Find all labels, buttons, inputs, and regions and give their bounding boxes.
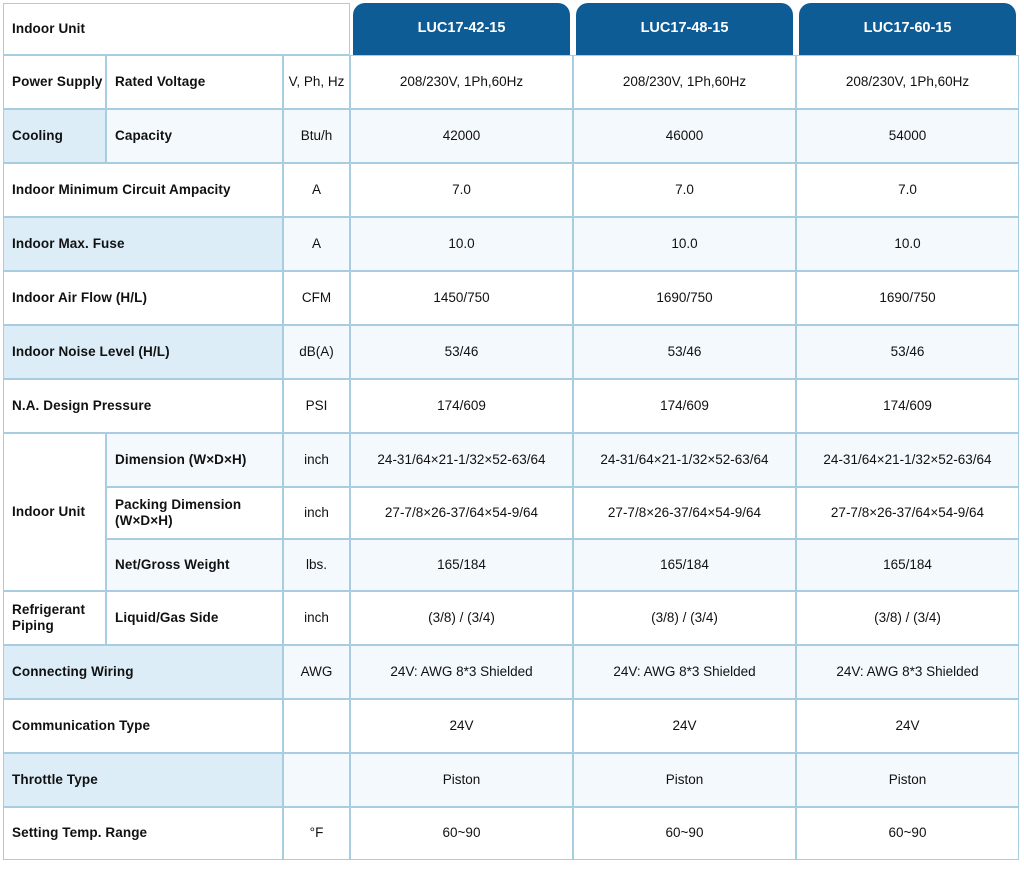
- row-value-model-1: 1450/750: [350, 271, 573, 325]
- model-header-3: LUC17-60-15: [799, 3, 1016, 55]
- row-value-model-3: 7.0: [796, 163, 1019, 217]
- row-value-model-3: Piston: [796, 753, 1019, 807]
- row-sublabel: Liquid/Gas Side: [106, 591, 283, 645]
- row-unit: [283, 753, 350, 807]
- row-value-model-1: 10.0: [350, 217, 573, 271]
- row-unit: A: [283, 217, 350, 271]
- row-unit: V, Ph, Hz: [283, 55, 350, 109]
- row-sublabel: Capacity: [106, 109, 283, 163]
- row-value-model-3: 60~90: [796, 807, 1019, 860]
- row-value-model-1: 24-31/64×21-1/32×52-63/64: [350, 433, 573, 487]
- row-unit: inch: [283, 591, 350, 645]
- row-label: Cooling: [3, 109, 106, 163]
- row-unit: Btu/h: [283, 109, 350, 163]
- row-label: Power Supply: [3, 55, 106, 109]
- spec-table: [3, 3, 1019, 860]
- row-label: Setting Temp. Range: [3, 807, 283, 860]
- row-unit: dB(A): [283, 325, 350, 379]
- row-value-model-2: 7.0: [573, 163, 796, 217]
- row-value-model-1: 53/46: [350, 325, 573, 379]
- row-unit: inch: [283, 433, 350, 487]
- row-value-model-2: 208/230V, 1Ph,60Hz: [573, 55, 796, 109]
- row-value-model-1: 24V: [350, 699, 573, 753]
- row-value-model-3: (3/8) / (3/4): [796, 591, 1019, 645]
- row-unit: PSI: [283, 379, 350, 433]
- row-unit: inch: [283, 487, 350, 539]
- row-value-model-3: 27-7/8×26-37/64×54-9/64: [796, 487, 1019, 539]
- model-header-2: LUC17-48-15: [576, 3, 793, 55]
- row-unit: A: [283, 163, 350, 217]
- row-label: Throttle Type: [3, 753, 283, 807]
- row-label: Indoor Noise Level (H/L): [3, 325, 283, 379]
- row-value-model-3: 1690/750: [796, 271, 1019, 325]
- row-label: Communication Type: [3, 699, 283, 753]
- row-value-model-2: 27-7/8×26-37/64×54-9/64: [573, 487, 796, 539]
- row-label: Indoor Air Flow (H/L): [3, 271, 283, 325]
- row-label: Indoor Max. Fuse: [3, 217, 283, 271]
- row-value-model-2: 10.0: [573, 217, 796, 271]
- row-unit: AWG: [283, 645, 350, 699]
- row-value-model-1: 42000: [350, 109, 573, 163]
- group-label-indoor-unit: Indoor Unit: [3, 433, 106, 591]
- row-value-model-2: 60~90: [573, 807, 796, 860]
- row-value-model-3: 165/184: [796, 539, 1019, 591]
- row-value-model-2: 24V: AWG 8*3 Shielded: [573, 645, 796, 699]
- row-value-model-2: Piston: [573, 753, 796, 807]
- row-label: Connecting Wiring: [3, 645, 283, 699]
- row-value-model-2: 46000: [573, 109, 796, 163]
- row-label: Indoor Minimum Circuit Ampacity: [3, 163, 283, 217]
- row-unit: CFM: [283, 271, 350, 325]
- row-sublabel: Packing Dimension (W×D×H): [106, 487, 283, 539]
- row-value-model-1: (3/8) / (3/4): [350, 591, 573, 645]
- row-value-model-3: 24V: [796, 699, 1019, 753]
- row-value-model-2: 174/609: [573, 379, 796, 433]
- row-value-model-3: 208/230V, 1Ph,60Hz: [796, 55, 1019, 109]
- row-value-model-1: 24V: AWG 8*3 Shielded: [350, 645, 573, 699]
- header-title-cell: Indoor Unit: [3, 3, 350, 55]
- row-sublabel: Rated Voltage: [106, 55, 283, 109]
- row-value-model-1: Piston: [350, 753, 573, 807]
- model-header-1: LUC17-42-15: [353, 3, 570, 55]
- row-label: N.A. Design Pressure: [3, 379, 283, 433]
- row-unit: [283, 699, 350, 753]
- row-value-model-3: 10.0: [796, 217, 1019, 271]
- row-value-model-2: 53/46: [573, 325, 796, 379]
- row-value-model-1: 60~90: [350, 807, 573, 860]
- row-value-model-3: 24-31/64×21-1/32×52-63/64: [796, 433, 1019, 487]
- row-sublabel: Dimension (W×D×H): [106, 433, 283, 487]
- row-value-model-3: 24V: AWG 8*3 Shielded: [796, 645, 1019, 699]
- row-value-model-3: 54000: [796, 109, 1019, 163]
- row-value-model-2: 165/184: [573, 539, 796, 591]
- row-value-model-1: 208/230V, 1Ph,60Hz: [350, 55, 573, 109]
- row-value-model-2: 24V: [573, 699, 796, 753]
- row-value-model-1: 174/609: [350, 379, 573, 433]
- row-value-model-2: (3/8) / (3/4): [573, 591, 796, 645]
- row-unit: °F: [283, 807, 350, 860]
- row-value-model-1: 7.0: [350, 163, 573, 217]
- row-value-model-2: 24-31/64×21-1/32×52-63/64: [573, 433, 796, 487]
- row-value-model-2: 1690/750: [573, 271, 796, 325]
- row-unit: lbs.: [283, 539, 350, 591]
- row-value-model-3: 174/609: [796, 379, 1019, 433]
- row-label: Refrigerant Piping: [3, 591, 106, 645]
- row-sublabel: Net/Gross Weight: [106, 539, 283, 591]
- row-value-model-1: 27-7/8×26-37/64×54-9/64: [350, 487, 573, 539]
- row-value-model-1: 165/184: [350, 539, 573, 591]
- row-value-model-3: 53/46: [796, 325, 1019, 379]
